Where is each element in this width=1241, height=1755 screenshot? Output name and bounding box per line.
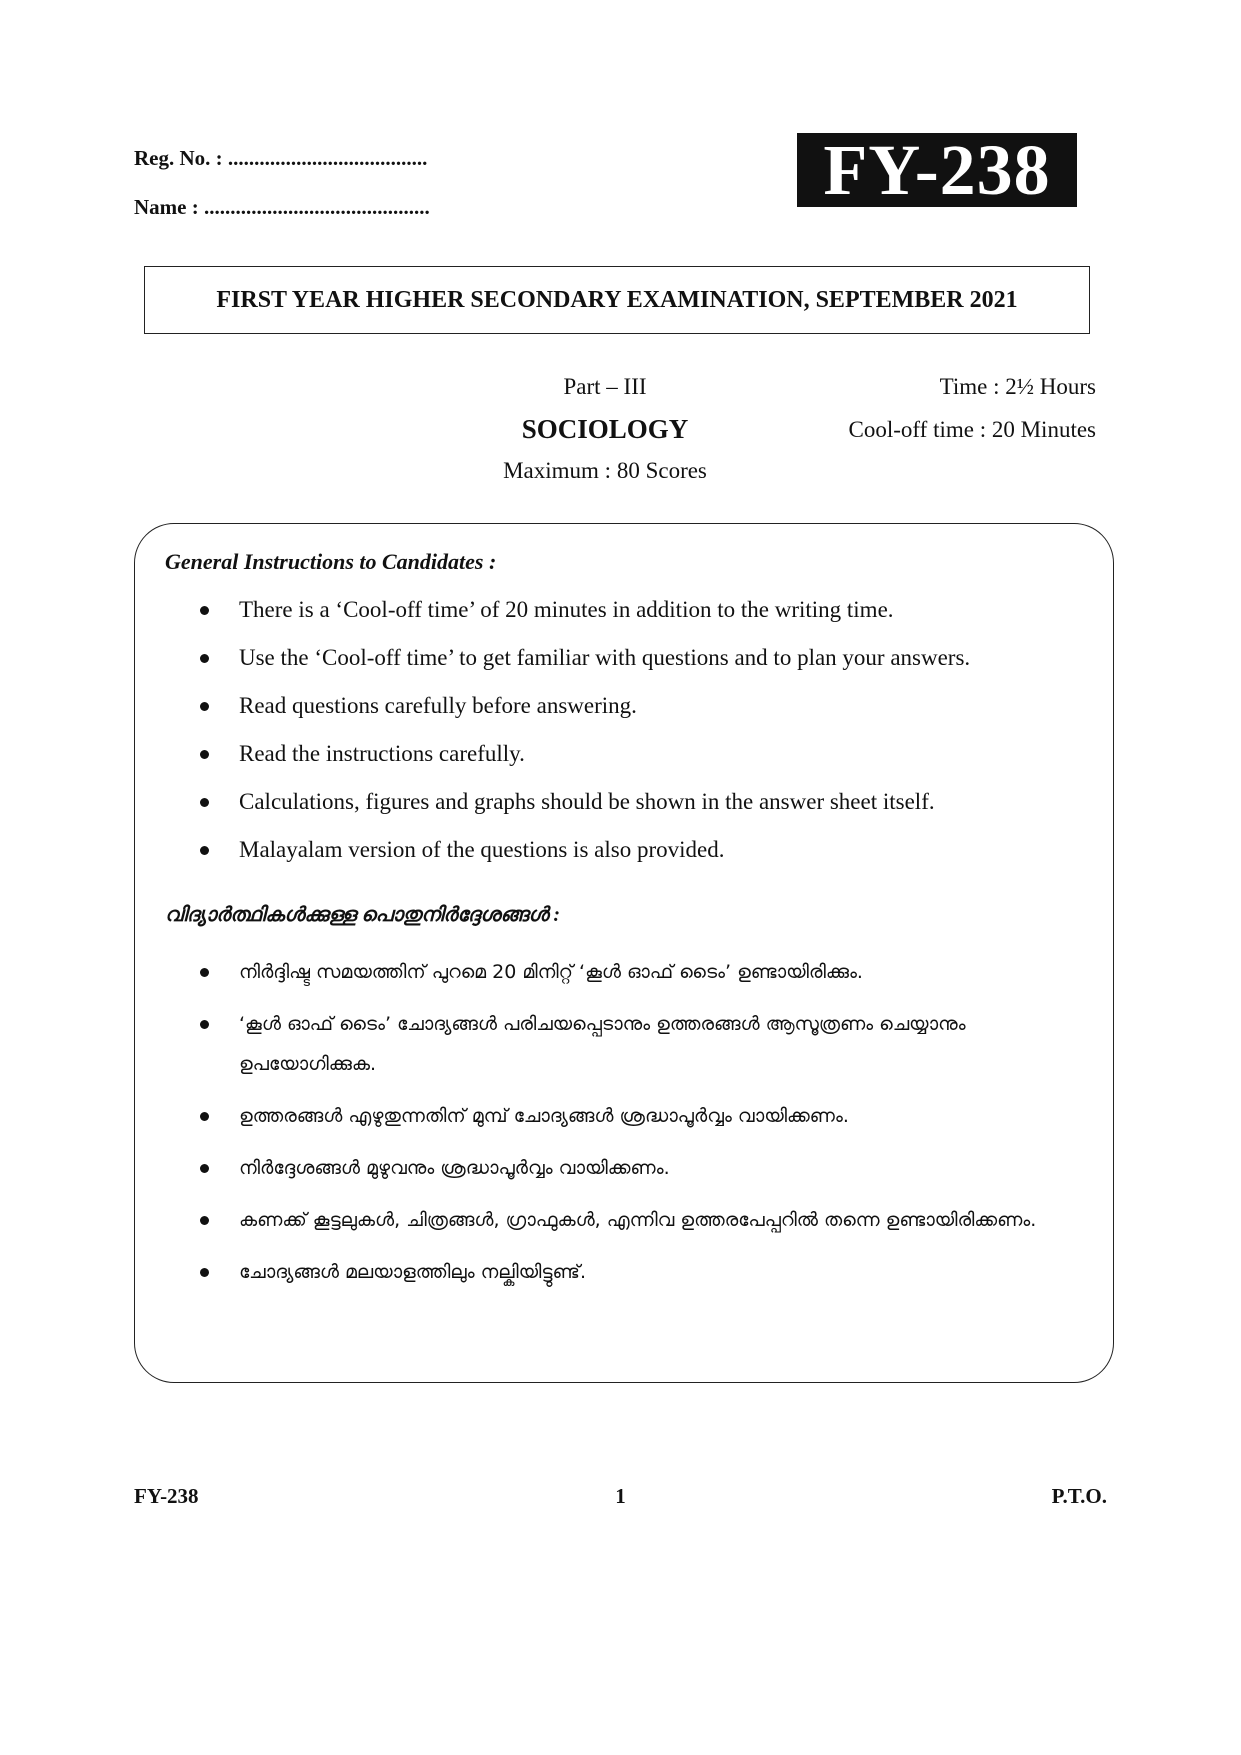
- list-item: There is a ‘Cool-off time’ of 20 minutes in addition to the writing time.: [196, 596, 1086, 644]
- reg-no-field: Reg. No. : ......................................: [134, 146, 428, 170]
- list-item: ചോദ്യങ്ങൾ മലയാളത്തിലും നല്കിയിട്ടുണ്ട്.: [196, 1252, 1086, 1292]
- exam-title: FIRST YEAR HIGHER SECONDARY EXAMINATION, SEPTEMBER 2021: [216, 286, 1018, 313]
- page-number: 1: [615, 1484, 626, 1508]
- list-item: കണക്ക് കൂട്ടലുകൾ, ചിത്രങ്ങൾ, ഗ്രാഫുകൾ, എന്നിവ ഉത്തരപേപ്പറിൽ തന്നെ ഉണ്ടായിരിക്കണം.: [196, 1200, 1086, 1240]
- list-item: Read the instructions carefully.: [196, 740, 1086, 788]
- english-instructions-list: [196, 596, 1086, 884]
- list-item: Read questions carefully before answering.: [196, 692, 1086, 740]
- exam-part: Part – III: [563, 374, 647, 399]
- max-score: Maximum : 80 Scores: [503, 458, 707, 483]
- list-item: Malayalam version of the questions is also provided.: [196, 836, 1086, 884]
- exam-subject: SOCIOLOGY: [521, 414, 689, 444]
- cool-off-time: Cool-off time : 20 Minutes: [848, 417, 1096, 442]
- english-instructions-title: General Instructions to Candidates :: [165, 549, 497, 574]
- list-item: ഉത്തരങ്ങൾ എഴുതുന്നതിന് മുമ്പ് ചോദ്യങ്ങൾ ശ്രദ്ധാപൂർവ്വം വായിക്കണം.: [196, 1096, 1086, 1136]
- malayalam-instructions-list: [196, 952, 1086, 1304]
- paper-code-badge: FY-238: [797, 133, 1077, 207]
- footer-paper-code: FY-238: [134, 1484, 199, 1508]
- list-item: നിർദ്ദിഷ്ട സമയത്തിന് പുറമെ 20 മിനിറ്റ് ‘കൂൾ ഓഫ് ടൈം’ ഉണ്ടായിരിക്കും.: [196, 952, 1086, 992]
- list-item: Use the ‘Cool-off time’ to get familiar with questions and to plan your answers.: [196, 644, 1086, 692]
- list-item: ‘കൂൾ ഓഫ് ടൈം’ ചോദ്യങ്ങൾ പരിചയപ്പെടാനും ഉത്തരങ്ങൾ ആസൂത്രണം ചെയ്യാനും ഉപയോഗിക്കുക.: [196, 1004, 1086, 1084]
- list-item: നിർദ്ദേശങ്ങൾ മുഴുവനും ശ്രദ്ധാപൂർവ്വം വായിക്കണം.: [196, 1148, 1086, 1188]
- list-item: Calculations, figures and graphs should be shown in the answer sheet itself.: [196, 788, 1086, 836]
- exam-time: Time : 2½ Hours: [939, 374, 1096, 399]
- name-field: Name : ...........................................: [134, 195, 430, 219]
- exam-title-box: [144, 266, 1090, 334]
- malayalam-instructions-title: വിദ്യാർത്ഥികൾക്കുള്ള പൊതുനിർദ്ദേശങ്ങൾ :: [165, 904, 561, 926]
- pto-label: P.T.O.: [1051, 1484, 1107, 1508]
